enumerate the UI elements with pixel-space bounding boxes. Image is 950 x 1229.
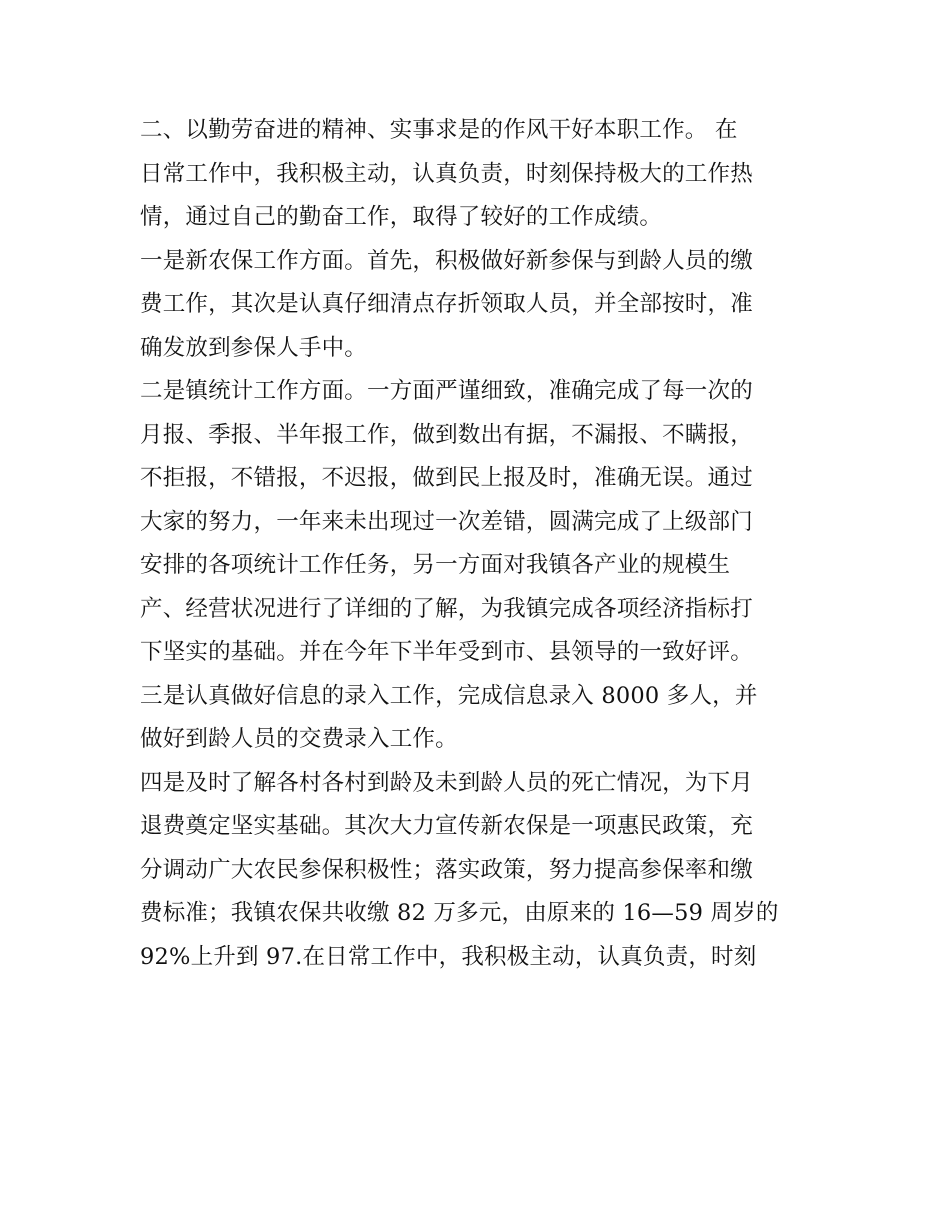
text-line: 92%上升到 97.在日常工作中，我积极主动，认真负责，时刻 [140,943,757,970]
text-line: 二、以勤劳奋进的精神、实事求是的作风干好本职工作。 在 [140,117,738,143]
text-line: 费标准；我镇农保共收缴 82 万多元，由原来的 16—59 周岁的 [140,900,779,926]
text-line: 二是镇统计工作方面。一方面严谨细致，准确完成了每一次的 [140,378,753,404]
text-line: 费工作，其次是认真仔细清点存折领取人员，并全部按时，准 [140,291,753,317]
text-line: 日常工作中，我积极主动，认真负责，时刻保持极大的工作热 [140,160,753,187]
text-line: 产、经营状况进行了详细的了解，为我镇完成各项经济指标打 [140,595,753,622]
body-text [140,109,812,979]
text-line: 退费奠定坚实基础。其次大力宣传新农保是一项惠民政策，充 [140,813,753,839]
text-line: 一是新农保工作方面。首先，积极做好新参保与到龄人员的缴 [140,247,753,274]
text-line: 四是及时了解各村各村到龄及未到龄人员的死亡情况，为下月 [140,769,753,796]
text-line: 安排的各项统计工作任务，另一方面对我镇各产业的规模生 [140,552,731,578]
text-line: 做好到龄人员的交费录入工作。 [140,726,458,752]
text-line: 大家的努力，一年来未出现过一次差错，圆满完成了上级部门 [140,508,753,535]
text-line: 不拒报，不错报，不迟报，做到民上报及时，准确无误。通过 [140,465,753,491]
text-line: 下坚实的基础。并在今年下半年受到市、县领导的一致好评。 [140,639,753,665]
text-line: 三是认真做好信息的录入工作，完成信息录入 8000 多人，并 [140,682,758,709]
text-line: 情，通过自己的勤奋工作，取得了较好的工作成绩。 [140,204,663,230]
text-line: 确发放到参保人手中。 [140,334,368,361]
text-line: 分调动广大农民参保积极性；落实政策，努力提高参保率和缴 [140,856,753,883]
text-line: 月报、季报、半年报工作，做到数出有据，不漏报、不瞒报， [140,421,753,448]
